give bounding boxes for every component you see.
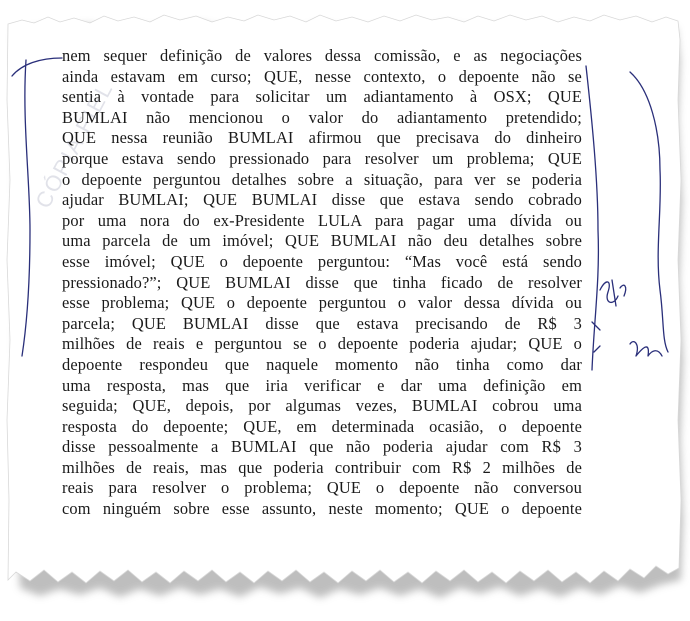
document-line: disse pessoalmente a BUMLAI que não poderia ajudar com R$ 3 [62, 437, 582, 457]
document-line: depoente respondeu que naquele momento não tinha como dar [62, 354, 582, 374]
document-line: com ninguém sobre esse assunto, neste momento; QUE o depoente [62, 499, 582, 519]
document-line: pressionado?”; QUE BUMLAI disse que tinha ficado de resolver [62, 272, 582, 292]
document-line: milhões de reais, mas que poderia contribuir com R$ 2 milhões de [62, 457, 582, 477]
stamp-text: CÓPIA FIEL [30, 77, 119, 213]
document-line: uma resposta, mas que iria verificar e dar uma definição em [62, 375, 582, 395]
document-line: uma parcela de um imóvel; QUE BUMLAI não deu detalhes sobre [62, 231, 582, 251]
document-line: porque estava sendo pressionado para resolver um problema; QUE [62, 148, 582, 168]
document-line: parcela; QUE BUMLAI disse que estava precisando de R$ 3 [62, 313, 582, 333]
document-line: QUE nessa reunião BUMLAI afirmou que precisava do dinheiro [62, 128, 582, 148]
document-line: esse problema; QUE o depoente perguntou o valor dessa dívida ou [62, 293, 582, 313]
document-line: resposta do depoente; QUE, em determinada ocasião, o depoente [62, 416, 582, 436]
document-line: reais para resolver o problema; QUE o depoente não conversou [62, 478, 582, 498]
document-line: milhões de reais e perguntou se o depoente poderia ajudar; QUE o [62, 334, 582, 354]
document-body [62, 46, 582, 520]
document-line: esse imóvel; QUE o depoente perguntou: “Mas você está sendo [62, 251, 582, 271]
document-line: o depoente perguntou detalhes sobre a situação, para ver se poderia [62, 169, 582, 189]
document-line: BUMLAI não mencionou o valor do adiantamento pretendido; [62, 107, 582, 127]
document-line: por uma nora do ex-Presidente LULA para pagar uma dívida ou [62, 210, 582, 230]
document-line: ajudar BUMLAI; QUE BUMLAI disse que estava sendo cobrado [62, 190, 582, 210]
document-line: ainda estavam em curso; QUE, nesse contexto, o depoente não se [62, 66, 582, 86]
document-line: seguida; QUE, depois, por algumas vezes, BUMLAI cobrou uma [62, 396, 582, 416]
document-line: nem sequer definição de valores dessa comissão, e as negociações [62, 46, 582, 65]
document-line: sentia à vontade para solicitar um adiantamento à OSX; QUE [62, 87, 582, 107]
